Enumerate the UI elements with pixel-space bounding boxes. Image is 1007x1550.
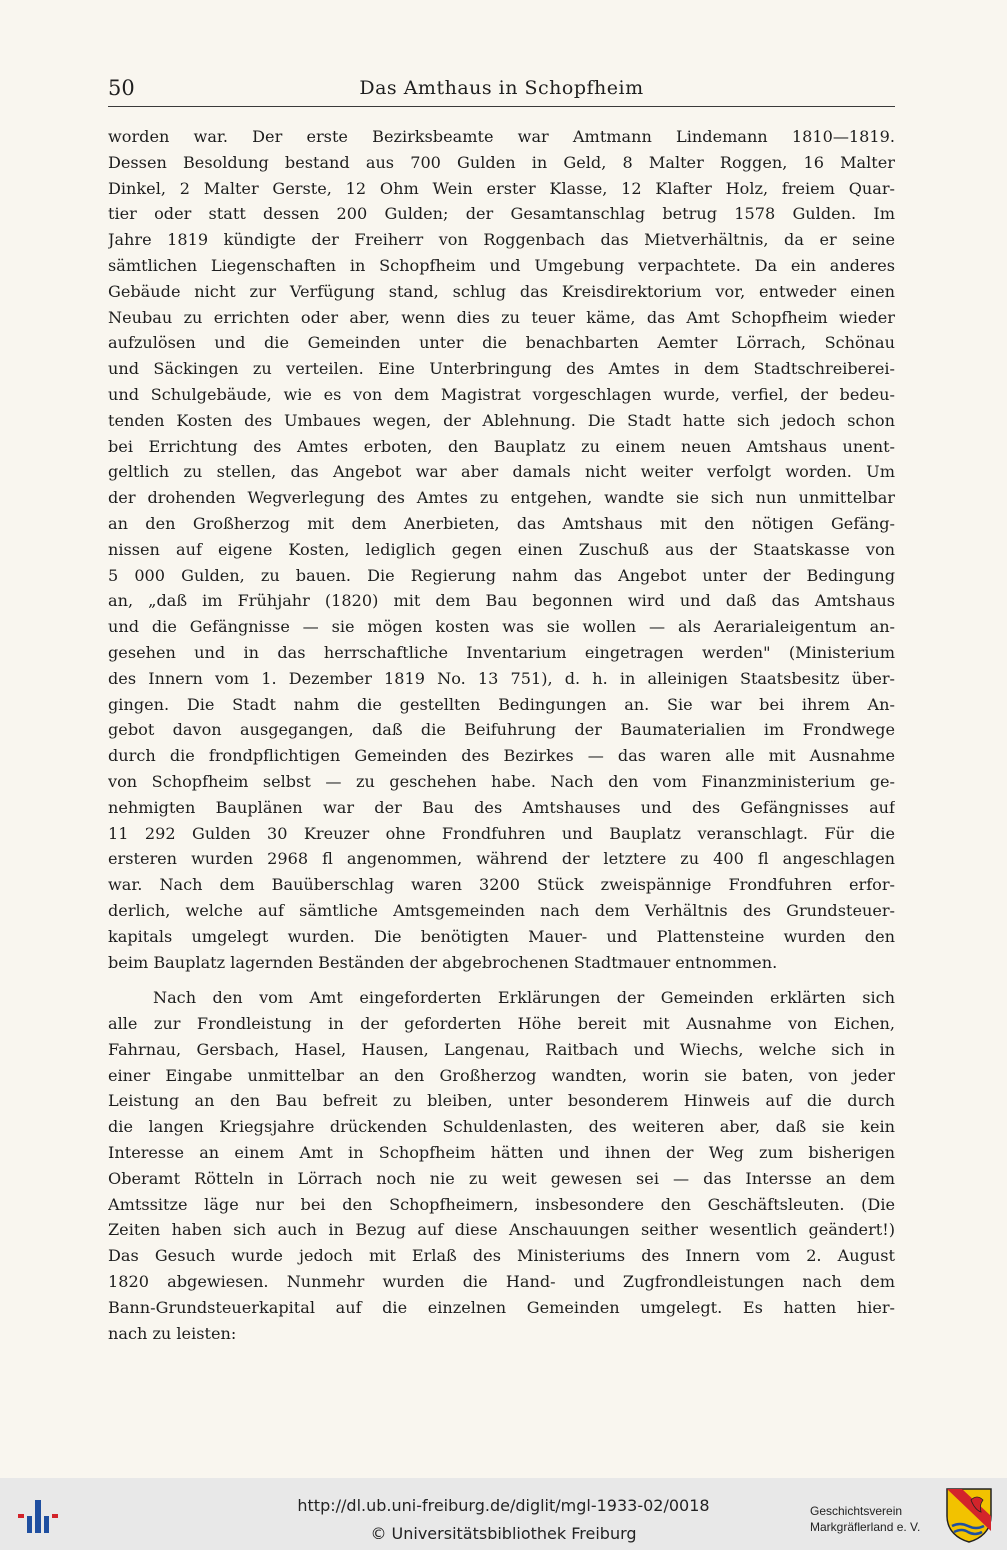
- text-line: bei Errichtung des Amtes erboten, den Bauplatz zu einem neuen Amtshaus unent-: [108, 436, 895, 456]
- text-line: Das Gesuch wurde jedoch mit Erlaß des Ministeriums des Innern vom 2. August: [108, 1246, 895, 1266]
- text-line: beim Bauplatz lagernden Beständen der abgebrochenen Stadtmauer entnommen.: [108, 952, 778, 972]
- society-name-line2: Markgräflerland e. V.: [810, 1520, 921, 1534]
- paragraph: [108, 124, 895, 975]
- running-title: Das Amthaus in Schopfheim: [359, 77, 644, 99]
- text-line: Neubau zu errichten oder aber, wenn dies zu teuer käme, das Amt Schopfheim wieder: [108, 307, 895, 327]
- page-number: 50: [108, 76, 135, 100]
- text-line: Dinkel, 2 Malter Gerste, 12 Ohm Wein erster Klasse, 12 Klafter Holz, freiem Quar-: [108, 178, 895, 198]
- text-line: Amtssitze läge nur bei den Schopfheimern, insbesondere den Geschäftsleuten. (Die: [108, 1194, 895, 1214]
- body-text: [108, 124, 895, 1346]
- text-line: Gebäude nicht zur Verfügung stand, schlug das Kreisdirektorium vor, entweder einen: [108, 281, 895, 301]
- society-name: [810, 1503, 940, 1535]
- text-line: alle zur Frondleistung in der geforderten Höhe bereit mit Ausnahme von Eichen,: [108, 1014, 895, 1034]
- text-line: derlich, welche auf sämtliche Amtsgemeinden nach dem Verhältnis des Grundsteuer-: [108, 900, 895, 920]
- text-line: kapitals umgelegt wurden. Die benötigten Mauer- und Plattensteine wurden den: [108, 926, 895, 946]
- text-line: an, „daß im Frühjahr (1820) mit dem Bau begonnen wird und daß das Amtshaus: [108, 591, 895, 611]
- footer-bar: [0, 1478, 1007, 1550]
- text-line: einer Eingabe unmittelbar an den Großherzog wandten, worin sie baten, von jeder: [108, 1065, 895, 1085]
- text-line: Zeiten haben sich auch in Bezug auf diese Anschauungen seither wesentlich geändert!): [108, 1220, 895, 1240]
- text-line: Fahrnau, Gersbach, Hasel, Hausen, Langenau, Raitbach und Wiechs, welche sich in: [108, 1039, 895, 1059]
- text-line: Jahre 1819 kündigte der Freiherr von Roggenbach das Mietverhältnis, da er seine: [108, 230, 895, 250]
- text-line: von Schopfheim selbst — zu geschehen habe. Nach den vom Finanzministerium ge-: [108, 771, 895, 791]
- text-line: die langen Kriegsjahre drückenden Schuldenlasten, des weiteren aber, daß sie kein: [108, 1117, 895, 1137]
- text-line: geltlich zu stellen, das Angebot war aber damals nicht weiter verfolgt worden. Um: [108, 462, 895, 482]
- text-line: der drohenden Wegverlegung des Amtes zu entgehen, wandte sie sich nun unmittelbar: [108, 488, 895, 508]
- copyright-notice: © Universitätsbibliothek Freiburg: [370, 1524, 637, 1543]
- text-line: nissen auf eigene Kosten, lediglich gegen einen Zuschuß aus der Staatskasse von: [108, 539, 895, 559]
- text-line: ersteren wurden 2968 fl angenommen, während der letztere zu 400 fl angeschlagen: [108, 849, 895, 869]
- text-line: sämtlichen Liegenschaften in Schopfheim und Umgebung verpachtete. Da ein anderes: [108, 255, 895, 275]
- paragraph: [108, 985, 895, 1346]
- text-line: gebot davon ausgegangen, daß die Beifuhrung der Baumaterialien im Frondwege: [108, 720, 895, 740]
- text-line: Oberamt Rötteln in Lörrach noch nie zu weit gewesen sei — das Intersse an dem: [108, 1168, 895, 1188]
- society-name-line1: Geschichtsverein: [810, 1504, 903, 1518]
- society-crest-icon: [944, 1486, 994, 1544]
- text-line: nach zu leisten:: [108, 1323, 237, 1343]
- text-line: Nach den vom Amt eingeforderten Erklärungen der Gemeinden erklärten sich: [153, 988, 895, 1008]
- text-line: 5 000 Gulden, zu bauen. Die Regierung nahm das Angebot unter der Bedingung: [108, 565, 895, 585]
- digital-object-url[interactable]: http://dl.ub.uni-freiburg.de/diglit/mgl-1933-02/0018: [297, 1496, 710, 1515]
- text-line: 1820 abgewiesen. Nunmehr wurden die Hand- und Zugfrondleistungen nach dem: [108, 1272, 895, 1292]
- text-line: und Schulgebäude, wie es von dem Magistrat vorgeschlagen wurde, verfiel, der bedeu-: [108, 384, 895, 404]
- text-line: Bann-Grundsteuerkapital auf die einzelnen Gemeinden umgelegt. Es hatten hier-: [108, 1297, 895, 1317]
- text-line: Dessen Besoldung bestand aus 700 Gulden in Geld, 8 Malter Roggen, 16 Malter: [108, 152, 895, 172]
- text-line: an den Großherzog mit dem Anerbieten, das Amtshaus mit den nötigen Gefäng-: [108, 513, 895, 533]
- text-line: Interesse an einem Amt in Schopfheim hätten und ihnen der Weg zum bisherigen: [108, 1143, 895, 1163]
- running-header: [108, 72, 895, 107]
- text-line: worden war. Der erste Bezirksbeamte war Amtmann Lindemann 1810—1819.: [108, 127, 895, 146]
- text-line: tenden Kosten des Umbaues wegen, der Ablehnung. Die Stadt hatte sich jedoch schon: [108, 410, 895, 430]
- text-line: des Innern vom 1. Dezember 1819 No. 13 751), d. h. in alleinigen Staatsbesitz über-: [108, 668, 895, 688]
- text-line: war. Nach dem Bauüberschlag waren 3200 Stück zweispännige Frondfuhren erfor-: [108, 875, 895, 895]
- text-line: aufzulösen und die Gemeinden unter die benachbarten Aemter Lörrach, Schönau: [108, 333, 895, 353]
- text-line: und die Gefängnisse — sie mögen kosten was sie wollen — als Aerarialeigentum an-: [108, 617, 895, 637]
- text-line: gingen. Die Stadt nahm die gestellten Bedingungen an. Sie war bei ihrem An-: [108, 694, 895, 714]
- text-line: durch die frondpflichtigen Gemeinden des Bezirkes — das waren alle mit Ausnahme: [108, 746, 895, 766]
- text-line: 11 292 Gulden 30 Kreuzer ohne Frondfuhren und Bauplatz veranschlagt. Für die: [108, 823, 895, 843]
- text-line: tier oder statt dessen 200 Gulden; der Gesamtanschlag betrug 1578 Gulden. Im: [108, 204, 895, 224]
- text-line: gesehen und in das herrschaftliche Inventarium eingetragen werden" (Ministerium: [108, 642, 895, 662]
- text-line: Leistung an den Bau befreit zu bleiben, unter besonderem Hinweis auf die durch: [108, 1091, 895, 1111]
- text-line: und Säckingen zu verteilen. Eine Unterbringung des Amtes in dem Stadtschreiberei-: [108, 359, 895, 379]
- paragraph-gap: [108, 975, 895, 985]
- text-line: nehmigten Bauplänen war der Bau des Amtshauses und des Gefängnisses auf: [108, 797, 895, 817]
